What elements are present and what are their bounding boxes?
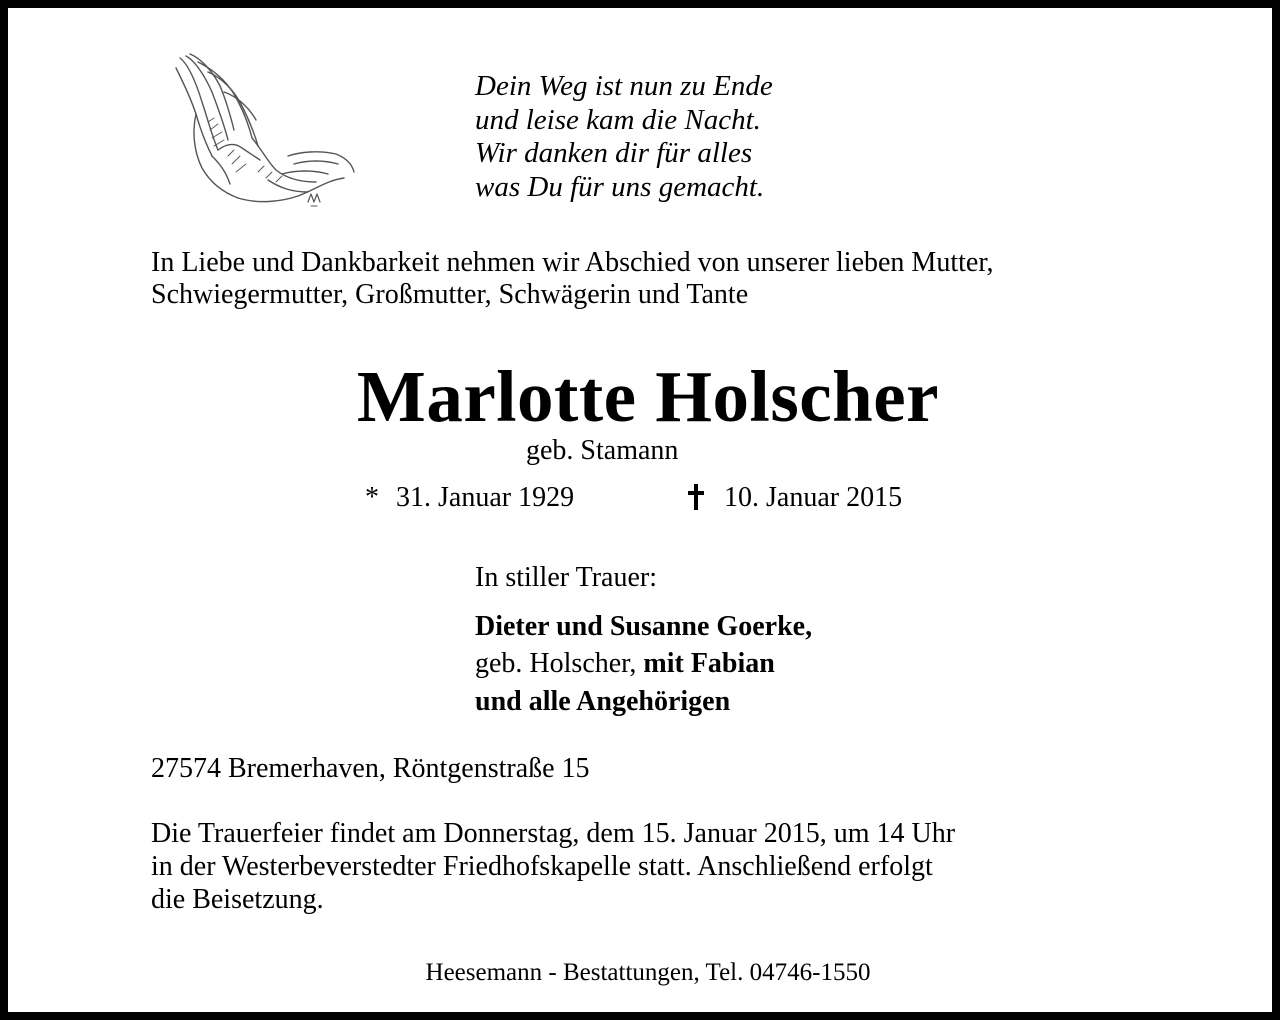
mourners-line [475, 650, 775, 678]
mourners-text-bold: mit Fabian [643, 648, 775, 679]
praying-hands-icon [168, 52, 358, 217]
intro-line: In Liebe und Dankbarkeit nehmen wir Abschied von unserer lieben Mutter, [151, 247, 994, 278]
mourners-label: In stiller Trauer: [475, 562, 657, 593]
service-line: Die Trauerfeier findet am Donnerstag, dem 15. Januar 2015, um 14 Uhr [151, 818, 956, 849]
birth-date: 31. Januar 1929 [396, 482, 575, 513]
mourners-line: und alle Angehörigen [475, 686, 731, 717]
poem-line: und leise kam die Nacht. [475, 104, 761, 136]
mourners-text: geb. Holscher, [475, 648, 637, 679]
address: 27574 Bremerhaven, Röntgenstraße 15 [151, 753, 590, 784]
birth-star-icon: * [365, 482, 379, 513]
intro-line: Schwiegermutter, Großmutter, Schwägerin und Tante [151, 279, 749, 310]
poem-line: Wir danken dir für alles [475, 137, 753, 169]
undertaker-contact: Heesemann - Bestattungen, Tel. 04746-1550 [425, 959, 871, 986]
death-date: 10. Januar 2015 [724, 482, 903, 513]
maiden-name: geb. Stamann [526, 435, 679, 466]
service-line: die Beisetzung. [151, 884, 324, 915]
deceased-name: Marlotte Holscher [356, 356, 940, 437]
mourners-line: Dieter und Susanne Goerke, [475, 611, 813, 642]
service-line: in der Westerbeverstedter Friedhofskapelle statt. Anschließend erfolgt [151, 851, 933, 882]
poem-line: Dein Weg ist nun zu Ende [475, 70, 773, 102]
poem-line: was Du für uns gemacht. [475, 171, 765, 203]
cross-icon [684, 482, 708, 512]
